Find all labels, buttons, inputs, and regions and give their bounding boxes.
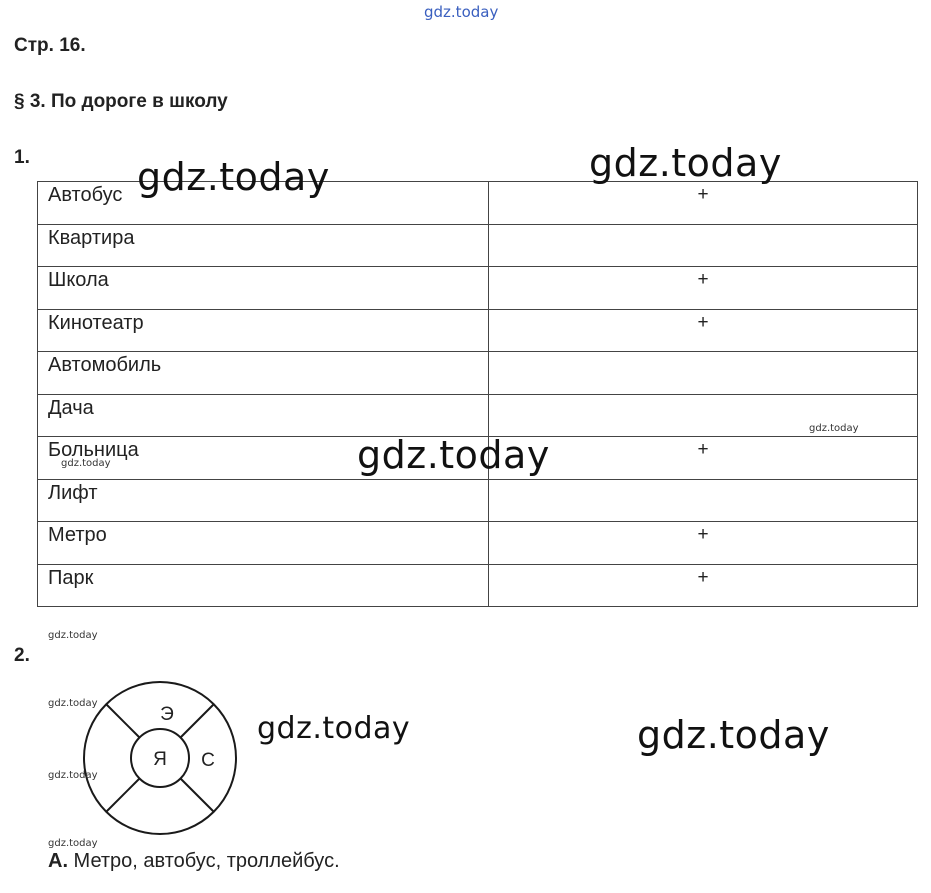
row-mark-cell: + [489,564,918,607]
right-label: С [201,750,215,771]
center-label: Я [153,749,167,770]
table-row [38,352,918,395]
row-mark-cell: + [489,182,918,225]
row-name-cell: Больница [38,437,489,480]
task1-number: 1. [14,147,30,168]
watermark-table-center: gdz.today [357,433,550,477]
watermark-table-left: gdz.today [137,155,330,199]
row-mark-cell: + [489,437,918,480]
row-name-cell: Метро [38,522,489,565]
page-number-heading: Стр. 16. [14,35,86,56]
watermark-section2: gdz.today [48,630,98,641]
row-name-cell: Школа [38,267,489,310]
table-row [38,267,918,310]
row-mark-cell [489,479,918,522]
row-mark-cell: + [489,267,918,310]
answer-letter: А. [48,850,68,872]
watermark-answer: gdz.today [48,838,98,849]
divider-line [106,704,139,737]
task2-answer [48,850,340,873]
section-title: § 3. По дороге в школу [14,91,228,112]
watermark-diagram-2: gdz.today [48,770,98,781]
watermark-small-left: gdz.today [61,458,111,469]
table-row [38,564,918,607]
table-row [38,309,918,352]
row-name-cell: Кинотеатр [38,309,489,352]
divider-line [106,779,139,812]
table-row [38,394,918,437]
row-mark-cell: + [489,522,918,565]
answer-text: Метро, автобус, троллейбус. [68,850,340,872]
row-name-cell: Лифт [38,479,489,522]
row-mark-cell [489,352,918,395]
circles-diagram [80,678,240,838]
watermark-diagram-1: gdz.today [48,698,98,709]
divider-line [181,704,214,737]
watermark-top: gdz.today [424,3,499,21]
watermark-diagram-mid: gdz.today [257,711,411,746]
row-name-cell: Автомобиль [38,352,489,395]
table-row [38,479,918,522]
top-label: Э [160,704,174,725]
row-mark-cell [489,224,918,267]
divider-line [181,779,214,812]
task2-number: 2. [14,645,30,666]
row-name-cell: Автобус [38,182,489,225]
watermark-table-right: gdz.today [589,141,782,185]
row-name-cell: Парк [38,564,489,607]
table-row [38,522,918,565]
row-mark-cell: + [489,309,918,352]
watermark-diagram-right: gdz.today [637,713,830,757]
task1-table [37,181,918,607]
watermark-small-right: gdz.today [809,423,859,434]
row-name-cell: Квартира [38,224,489,267]
table-row [38,224,918,267]
row-name-cell: Дача [38,394,489,437]
